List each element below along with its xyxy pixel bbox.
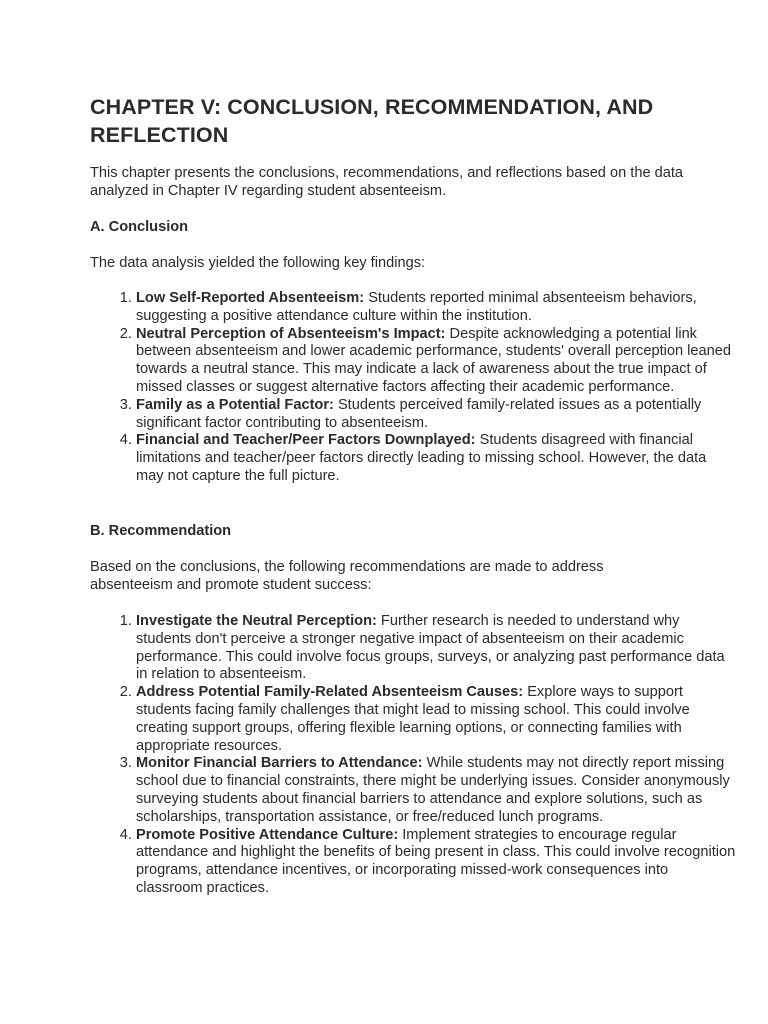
conclusion-lead: The data analysis yielded the following key findings: <box>90 255 426 271</box>
recommendation-text: While students may not directly report missing school due to financial constraints, there might be underlying issues. Consider anonymously surveying students about financial barriers to attendance and explore solutions, such as scholarships, transportation assistance, or free/reduced lunch programs. <box>136 755 730 825</box>
findings-list <box>90 290 736 486</box>
recommendation-text: Implement strategies to encourage regular attendance and highlight the benefits of being present in class. This could involve recognition programs, attendance incentives, or incorporating missed-work consequences into classroom practices. <box>136 826 736 896</box>
list-item <box>136 755 736 826</box>
page-title: CHAPTER V: CONCLUSION, RECOMMENDATION, AND REFLECTION <box>90 95 654 147</box>
finding-label: Low Self-Reported Absenteeism: <box>136 290 365 306</box>
finding-text: Despite acknowledging a potential link between absenteeism and lower academic performance, students' overall perception leaned towards a neutral stance. This may indicate a lack of awareness about the true impact of missed classes or suggest alternative factors affecting their academic performance. <box>136 325 731 395</box>
finding-label: Family as a Potential Factor: <box>136 396 334 413</box>
intro-paragraph: This chapter presents the conclusions, recommendations, and reflections based on the data analyzed in Chapter IV regarding student absenteeism. <box>90 165 684 199</box>
list-item <box>136 397 736 433</box>
conclusion-heading: A. Conclusion <box>90 219 189 235</box>
recommendation-text: Explore ways to support students facing family challenges that might lead to missing school. This could involve creating support groups, offering flexible learning options, or connecting families with appropriate resources. <box>136 684 690 754</box>
finding-label: Neutral Perception of Absenteeism's Impact: <box>136 325 446 342</box>
list-item <box>136 684 736 755</box>
recommendation-text: Further research is needed to understand why students don't perceive a stronger negative impact of absenteeism on their academic performance. This could involve focus groups, surveys, or analyzing past performance data in relation to absenteeism. <box>136 613 725 683</box>
finding-text: Students reported minimal absenteeism behaviors, suggesting a positive attendance culture within the institution. <box>136 290 697 324</box>
list-item <box>136 827 736 898</box>
recommendation-label: Address Potential Family-Related Absenteeism Causes: <box>136 684 524 701</box>
list-item <box>136 290 736 326</box>
finding-label: Financial and Teacher/Peer Factors Downplayed: <box>136 432 476 449</box>
recommendation-heading: B. Recommendation <box>90 523 232 539</box>
recommendation-label: Investigate the Neutral Perception: <box>136 613 377 629</box>
finding-text: Students disagreed with financial limitations and teacher/peer factors directly leading to missing school. However, the data may not capture the full picture. <box>136 432 707 484</box>
list-item <box>136 432 736 485</box>
list-item <box>136 326 736 397</box>
recommendation-label: Promote Positive Attendance Culture: <box>136 826 399 843</box>
list-item <box>136 613 736 684</box>
recommendations-list <box>90 613 736 898</box>
recommendation-label: Monitor Financial Barriers to Attendance: <box>136 755 423 772</box>
recommendation-lead: Based on the conclusions, the following recommendations are made to address absenteeism and promote student success: <box>90 559 604 593</box>
finding-text: Students perceived family-related issues as a potentially significant factor contributing to absenteeism. <box>136 396 702 431</box>
